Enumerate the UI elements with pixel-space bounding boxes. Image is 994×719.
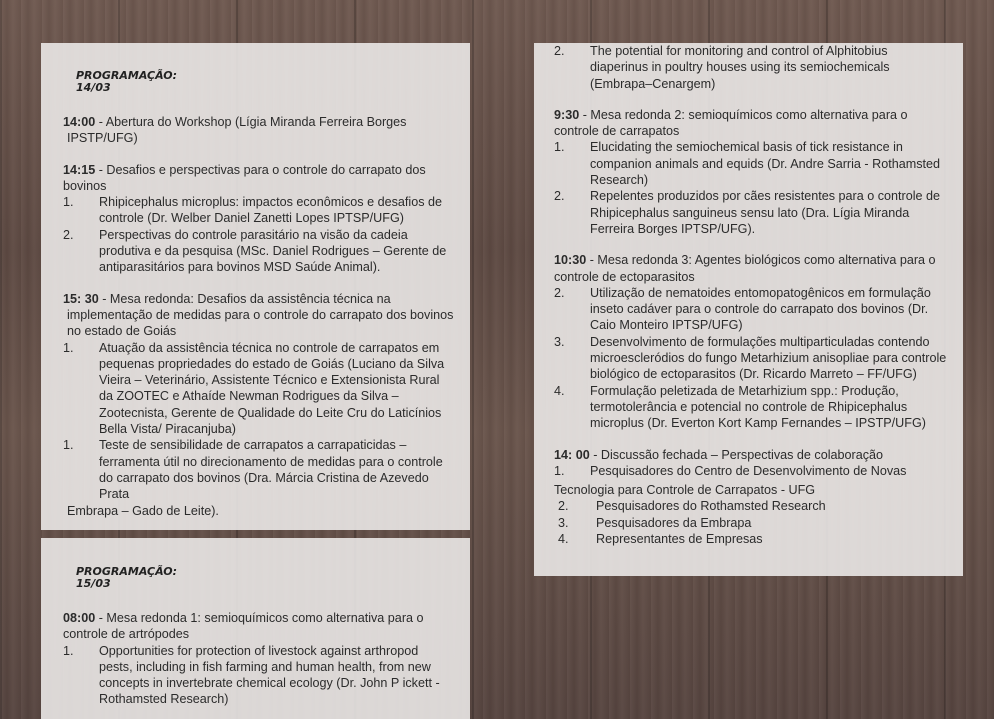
list-item: 2. Utilização de nematoides entomopatogênicos em formulação inseto cadáver para o controle do carrapato dos bovinos (Dr. Caio Monteiro IPTSP/UFG) [554,285,931,333]
session-1400: 14:00 - Abertura do Workshop (Lígia Miranda Ferreira Borges IPSTP/UFG) [63,114,454,147]
session-title: 14:15 - Desafios e perspectivas para o controle do carrapato dos bovinos [63,162,426,193]
session-title: 14: 00 - Discussão fechada – Perspectivas de colaboração [554,447,884,462]
list-item: 4. Representantes de Empresas [558,532,763,547]
session-time: 10:30 [554,253,587,268]
session-title: 08:00 - Mesa redonda 1: semioquímicos como alternativa para o controle de artrópodes [63,611,424,642]
list-item: 1. Rhipicephalus microplus: impactos econômicos e desafios de controle (Dr. Welber Daniel Zanetti Lopes IPTSP/UFG) [63,195,443,226]
session-title: 10:30 - Mesa redonda 3: Agentes biológicos como alternativa para o controle de ectoparasitos [554,253,936,284]
list-item: 1. Teste de sensibilidade de carrapatos a carrapaticidas – ferramenta útil no direcionamento de medidas para o controle do carrapato dos bovinos (Dra. Márcia Cristina de Azevedo Prata [63,438,443,502]
list-item: 1. Elucidating the semiochemical basis of tick resistance in companion animals and equids (Dr. Andre Sarria - Rothamsted Research) [554,140,941,188]
programacao-date: 15/03 [76,577,111,590]
session-0800-continued [554,43,949,92]
session-1415 [63,162,454,276]
session-0930 [554,107,949,237]
session-time: 08:00 [63,611,96,625]
session-1400-discussion: 14: 00 - Discussão fechada – Perspectivas de colaboração 1. Pesquisadores do Centro de Desenvolvimento de Novas Tecnologia para Controle de Carrapatos - UFG 2. Pesquisadores do Rothamsted Research 3. Pesquisadores da Embrapa 4. Representantes de Empresas [554,447,949,548]
list-item: 2. Repelentes produzidos por cães resistentes para o controle de Rhipicephalus sanguineus sensu lato (Dra. Lígia Miranda Ferreira Borges IPTSP/UFG). [554,189,941,236]
list-item: 3. Desenvolvimento de formulações multiparticuladas contendo microescleródios do fungo Metarhizium anisopliae para controle biológico de ectoparasitos (Dr. Ricardo Marreto – FF/UFG) [554,334,947,382]
session-time: 14: 00 [554,447,590,462]
session-time: 9:30 [554,107,580,122]
list-item: 2. The potential for monitoring and control of Alphitobius diaperinus in poultry houses using its semiochemicals (Embrapa–Cenargem) [554,44,890,91]
list-item: 1. Opportunities for protection of livestock against arthropod pests, including in fish farming and human health, from new concepts in invertebrate chemical ecology (Dr. John P ickett - Rothamsted Research) [63,643,440,707]
list-item: 4. Formulação peletizada de Metarhizium spp.: Produção, termotolerância e potencial no controle de Rhipicephalus microplus (Dr. Everton Kort Kamp Fernandes – IPSTP/UFG) [554,383,926,431]
list-item: 2. Pesquisadores do Rothamsted Research [558,499,826,514]
session-time: 14:00 [63,115,96,129]
list-item: 1. Pesquisadores do Centro de Desenvolvimento de Novas [554,463,907,478]
program-panel-day2 [41,538,470,719]
session-title: 15: 30 - Mesa redonda: Desafios da assistência técnica na [63,291,391,306]
programacao-heading: PROGRAMAÇÃO: [76,565,178,578]
session-title: 14:00 - Abertura do Workshop (Lígia Miranda Ferreira Borges [63,115,407,129]
program-panel-day2-continued [534,43,963,576]
programacao-date: 14/03 [76,81,111,94]
program-panel-day1 [41,43,470,530]
programacao-heading: PROGRAMAÇÃO: [76,69,178,82]
session-title: 9:30 - Mesa redonda 2: semioquímicos como alternativa para o controle de carrapatos [554,107,908,139]
session-1030 [554,252,949,431]
session-time: 14:15 [63,162,96,177]
list-item: 2. Perspectivas do controle parasitário na visão da cadeia produtiva e da pesquisa (MSc. Daniel Rodrigues – Gerente de antiparasitários para bovinos MSD Saúde Animal). [63,227,447,275]
session-1530: 15: 30 - Mesa redonda: Desafios da assistência técnica na implementação de medidas para o controle do carrapato dos bovinos no estado de Goiás 1. Atuação da assistência técnica no controle de carrapatos em pequenas propriedades do estado de Goiás (Luciano da Silva Vieira – Veterinário, Assistente Técnico e Extensionista Rural da ZOOTEC e Athaíde Newman Rodrigues da Silva – Zootecnista, Gerente de Qualidade do Leite Cru do Laticínios Bella Vista/ Piracanjuba) 1. Teste de sensibilidade de carrapatos a carrapaticidas – ferramenta útil no direcionamento de medidas para o controle do carrapato dos bovinos (Dra. Márcia Cristina de Azevedo Prata Embrapa – Gado de Leite). [63,291,454,518]
list-item: 1. Atuação da assistência técnica no controle de carrapatos em pequenas propriedades do estado de Goiás (Luciano da Silva Vieira – Veterinário, Assistente Técnico e Extensionista Rural da ZOOTEC e Athaíde Newman Rodrigues da Silva – Zootecnista, Gerente de Qualidade do Leite Cru do Laticínios Bella Vista/ Piracanjuba) [63,340,445,437]
list-item: 3. Pesquisadores da Embrapa [558,515,752,530]
session-time: 15: 30 [63,291,99,306]
session-0800 [63,610,454,708]
